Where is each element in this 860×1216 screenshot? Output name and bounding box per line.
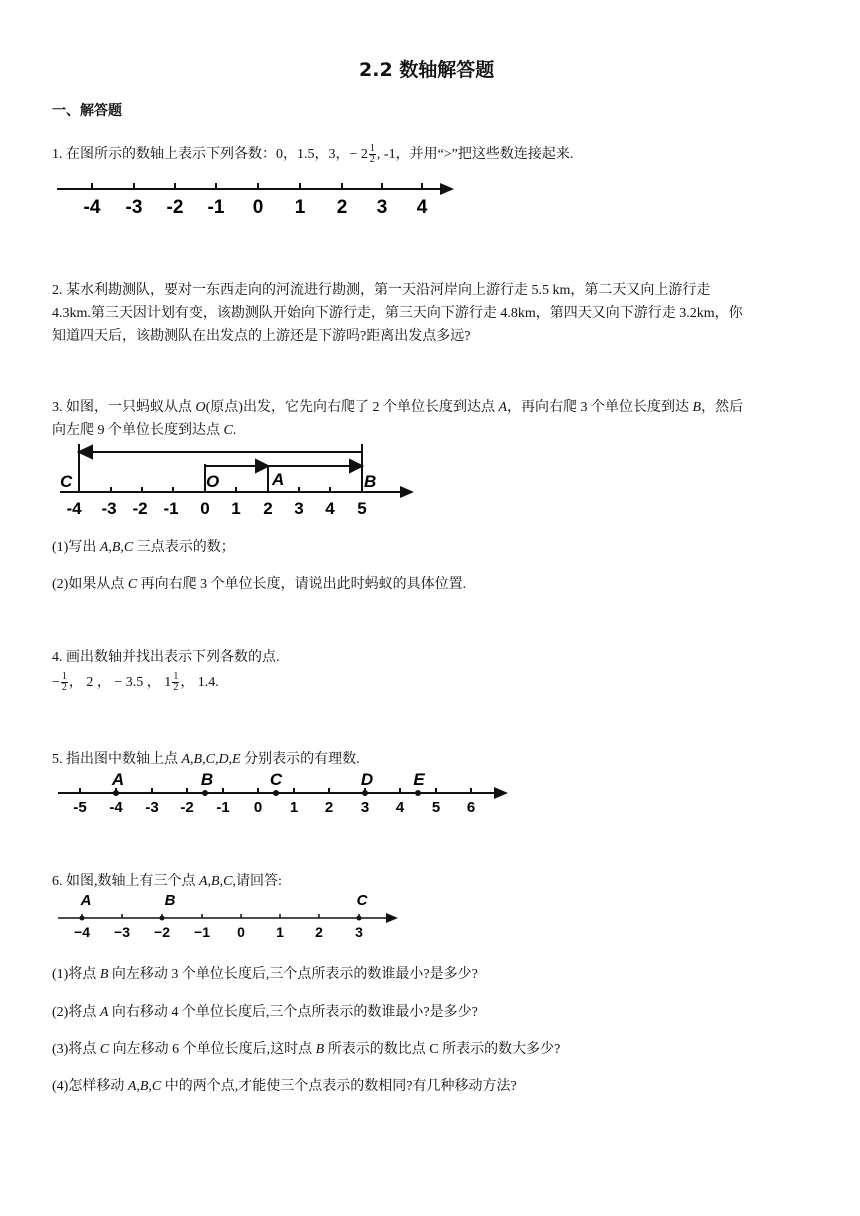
q5-point-C-label: C: [269, 770, 283, 789]
q3-point-O-label: O: [206, 472, 220, 491]
question-3-line-1: 3. 如图，一只蚂蚁从点 O(原点)出发，它先向右爬了 2 个单位长度到达点 A，再向右爬 3 个单位长度到达 B，然后: [52, 400, 744, 415]
q5-number-line: [52, 766, 512, 816]
q1-tick-label: -1: [207, 197, 225, 218]
q1-tick-label: -4: [83, 197, 101, 218]
q1-suffix: , -1，并用“>”把这些数连接起来.: [376, 147, 574, 162]
q3-point-C-label: C: [60, 472, 73, 491]
q5-tick-label: 4: [395, 799, 405, 816]
q1-tick-label: 1: [294, 197, 306, 218]
q6-point-A-label: A: [80, 892, 92, 909]
q5-tick-label: 2: [324, 799, 334, 816]
q6-tick-label: −2: [154, 924, 170, 940]
question-6-sub-4: (4)怎样移动 A,B,C 中的两个点,才能使三个点表示的数相同?有几种移动方法?: [52, 1079, 517, 1094]
question-1-text: [52, 143, 573, 165]
question-4-numbers: − $\frac{1}{2}$ ， 2 ， − 3.5 ， 1 $\frac{1}{2}$ ， 1.4.: [52, 671, 219, 694]
q5-tick-label: 3: [360, 799, 370, 816]
q4-fraction-2: $\frac{1}{2}$: [173, 671, 179, 694]
question-2-line-3: 知道四天后，该勘测队在出发点的上游还是下游吗?距离出发点多远?: [52, 329, 471, 344]
question-4-line-1: 4. 画出数轴并找出表示下列各数的点.: [52, 650, 280, 665]
question-2-line-1: 2. 某水利勘测队，要对一东西走向的河流进行勘测，第一天沿河岸向上游行走 5.5 km，第二天又向上游行走: [52, 283, 711, 298]
q6-number-line: [52, 888, 412, 943]
q3-tick-label: -3: [101, 499, 117, 518]
question-6-sub-3: (3)将点 C 向左移动 6 个单位长度后,这时点 B 所表示的数比点 C 所表示的数大多少?: [52, 1042, 561, 1057]
q5-tick-label: 0: [253, 799, 263, 816]
q3-tick-label: 5: [357, 499, 367, 518]
q1-tick-label: 3: [376, 197, 388, 218]
q3-point-A-label: A: [272, 470, 285, 489]
q1-mixed-whole: 2: [360, 147, 368, 162]
q4-fraction-1: $\frac{1}{2}$: [61, 671, 67, 694]
question-5-text: 5. 指出图中数轴上点 A,B,C,D,E 分别表示的有理数.: [52, 752, 360, 767]
q3-tick-label: -2: [132, 499, 148, 518]
q1-tick-label: -3: [125, 197, 143, 218]
q6-tick-label: 2: [315, 924, 323, 940]
q3-tick-label: 4: [325, 499, 335, 518]
q3-number-line: [52, 440, 422, 518]
q6-tick-label: −1: [194, 924, 210, 940]
q5-tick-label: -3: [145, 799, 159, 816]
q5-point-D-label: D: [360, 770, 374, 789]
question-2-line-2: 4.3km.第三天因计划有变，该勘测队开始向下游行走，第三天向下游行走 4.8km，第四天又向下游行走 3.2km，你: [52, 306, 743, 321]
q5-tick-label: -1: [216, 799, 230, 816]
q5-point-E-label: E: [413, 770, 425, 789]
q1-tick-label: -2: [166, 197, 184, 218]
q1-prefix: 1. 在图所示的数轴上表示下列各数：0，1.5，3，: [52, 147, 350, 162]
q5-tick-label: -2: [180, 799, 194, 816]
q1-tick-label: 2: [336, 197, 348, 218]
q6-tick-label: 3: [355, 924, 363, 940]
q5-tick-label: -5: [73, 799, 87, 816]
q3-tick-label: 1: [231, 499, 241, 518]
question-3-sub-2: (2)如果从点 C 再向右爬 3 个单位长度，请说出此时蚂蚁的具体位置.: [52, 577, 467, 592]
question-3-line-2: 向左爬 9 个单位长度到达点 C.: [52, 423, 237, 438]
q5-tick-label: 6: [466, 799, 476, 816]
section-heading: 一、解答题: [52, 103, 122, 119]
q6-tick-label: −4: [74, 924, 90, 940]
q3-tick-label: 2: [263, 499, 273, 518]
q1-fraction: $\frac{1}{2}$: [369, 143, 375, 166]
q5-point-A-label: A: [111, 770, 125, 789]
q1-tick-label: 0: [252, 197, 264, 218]
question-6-text: 6. 如图,数轴上有三个点 A,B,C,请回答:: [52, 874, 282, 889]
q6-point-B-label: B: [164, 892, 176, 909]
q5-tick-label: 1: [289, 799, 299, 816]
q3-tick-label: 0: [200, 499, 210, 518]
question-3-sub-1: (1)写出 A,B,C 三点表示的数；: [52, 540, 235, 555]
q6-tick-label: 1: [276, 924, 284, 940]
q3-tick-label: -1: [163, 499, 179, 518]
q3-point-B-label: B: [364, 472, 377, 491]
q6-tick-label: 0: [237, 924, 245, 940]
question-6-sub-2: (2)将点 A 向右移动 4 个单位长度后,三个点所表示的数谁最小?是多少?: [52, 1005, 478, 1020]
q3-tick-label: -4: [66, 499, 82, 518]
q6-tick-label: −3: [114, 924, 130, 940]
q1-number-line: [52, 175, 462, 220]
q1-minus-sign: −: [349, 147, 358, 162]
q5-tick-label: 5: [431, 799, 441, 816]
q1-tick-label: 4: [416, 197, 428, 218]
q5-tick-label: -4: [109, 799, 123, 816]
q3-tick-label: 3: [294, 499, 304, 518]
page-title: 2.2 数轴解答题: [359, 59, 495, 81]
q5-point-B-label: B: [200, 770, 214, 789]
question-6-sub-1: (1)将点 B 向左移动 3 个单位长度后,三个点所表示的数谁最小?是多少?: [52, 967, 478, 982]
q6-point-C-label: C: [356, 892, 368, 909]
